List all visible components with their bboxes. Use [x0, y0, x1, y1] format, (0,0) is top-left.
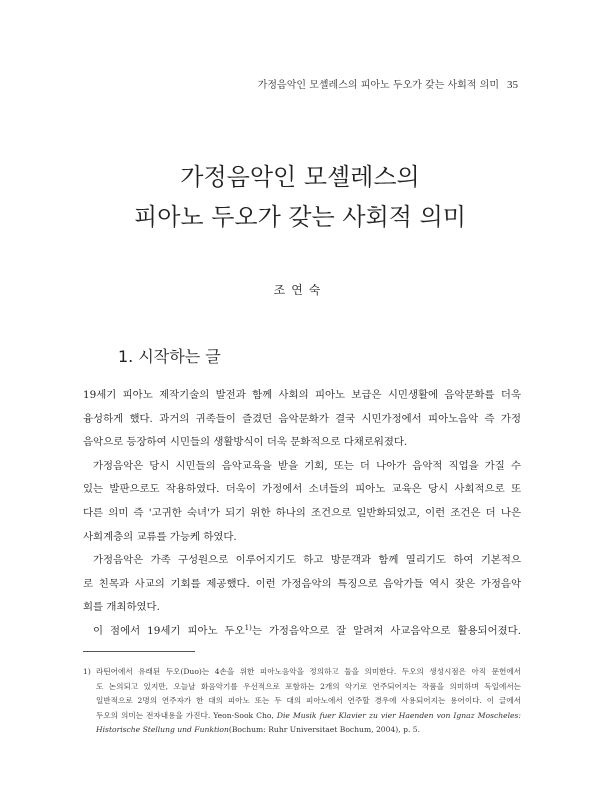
text-line: [83, 620, 521, 644]
text-line: 19세기 피아노 제작기술의 발전과 함께 사회의 피아노 보급은 시민생활에 음악문화를 더욱: [83, 389, 521, 401]
footnote-line: [96, 723, 521, 738]
article-title-line-2: 피아노 두오가 갖는 사회적 의미: [134, 203, 466, 231]
text-line: 회를 개최하였다.: [83, 601, 160, 614]
footnote: [83, 665, 521, 738]
footnote-body: [83, 665, 521, 738]
author-name: 조연숙: [273, 283, 327, 297]
text-line: 가정음악은 가족 구성원으로 이루어지기도 하고 방문객과 함께 열리기도 하여 기본적으: [93, 554, 521, 567]
paragraph-3: [83, 549, 521, 620]
text-segment: 는 가정음악으로 잘 알려져 사교음악으로 활용되어졌다.: [251, 624, 521, 637]
text-line: 음악으로 등장하여 시민들의 생활방식이 더욱 문화적으로 다채로워졌다.: [83, 436, 408, 449]
text-segment: 이 점에서 19세기 피아노 두오: [93, 624, 245, 637]
footnote-line: 도 논의되고 있지만, 오늘날 화음악기를 우선적으로 포함하는 2개의 악기로 연주되어지는 작품을 의미하며 독일에서는: [96, 681, 521, 691]
running-head: [258, 76, 518, 91]
footnote-line: 라틴어에서 유래된 두오(Duo)는 4손을 위한 피아노음악을 정의하고 둘을 의미한다. 두오의 생성시점은 아직 문헌에서: [96, 667, 521, 676]
citation-publication: (Bochum: Ruhr Universitaet Bochum, 2004), p. 5.: [228, 725, 421, 734]
paragraph-4: [83, 620, 521, 644]
paragraph-1: [83, 384, 521, 455]
footnote-divider: [83, 651, 195, 652]
text-line: 다른 의미 즉 '고귀한 숙녀'가 되기 위한 하나의 조건으로 일반화되었고, 이런 조건은 더 나은: [83, 506, 521, 519]
text-line: 있는 발판으로도 작용하였다. 더욱이 가정에서 소녀들의 피아노 교육은 당시 사회적으로 또: [83, 483, 521, 496]
paragraph-2: [83, 455, 521, 549]
section-heading: 1. 시작하는 글: [118, 347, 221, 366]
footnote-number: 1): [83, 667, 91, 676]
text-line: 융성하게 했다. 과거의 귀족들이 즐겼던 음악문화가 결국 시민가정에서 피아노음악 즉 가정: [83, 412, 521, 425]
body-text: [83, 384, 521, 644]
citation-title-continued: Historische Stellung und Funktion: [96, 725, 229, 734]
citation-title: Die Musik fuer Klavier zu vier Haenden von Ignaz Moscheles:: [276, 710, 521, 720]
article-title-line-1: 가정음악인 모셸레스의: [180, 163, 420, 191]
text-line: 가정음악은 당시 시민들의 음악교육을 받을 기회, 또는 더 나아가 음악적 직업을 가질 수: [93, 459, 521, 472]
running-head-title: 가정음악인 모셸레스의 피아노 두오가 갖는 사회적 의미: [257, 80, 499, 91]
text-line: 로 친목과 사교의 기회를 제공했다. 이런 가정음악의 특징으로 음악가들 역시 잦은 가정음악: [83, 577, 521, 590]
footnote-text: 두오의 의미는 전자내용을 가진다.: [96, 710, 211, 720]
text-line: 사회계층의 교류를 가능케 하였다.: [83, 530, 237, 543]
citation-author: Yeon-Sook Cho,: [210, 710, 277, 720]
article-title: [0, 157, 600, 237]
footnote-line: 일반적으로 2명의 연주자가 한 대의 피아노 또는 두 대의 피아노에서 연주할 경우에 사용되어지는 용어이다. 이 글에서: [96, 696, 521, 705]
footnote-reference[interactable]: 1): [244, 623, 252, 632]
page-number: 35: [507, 79, 518, 91]
footnote-line: [96, 709, 521, 724]
